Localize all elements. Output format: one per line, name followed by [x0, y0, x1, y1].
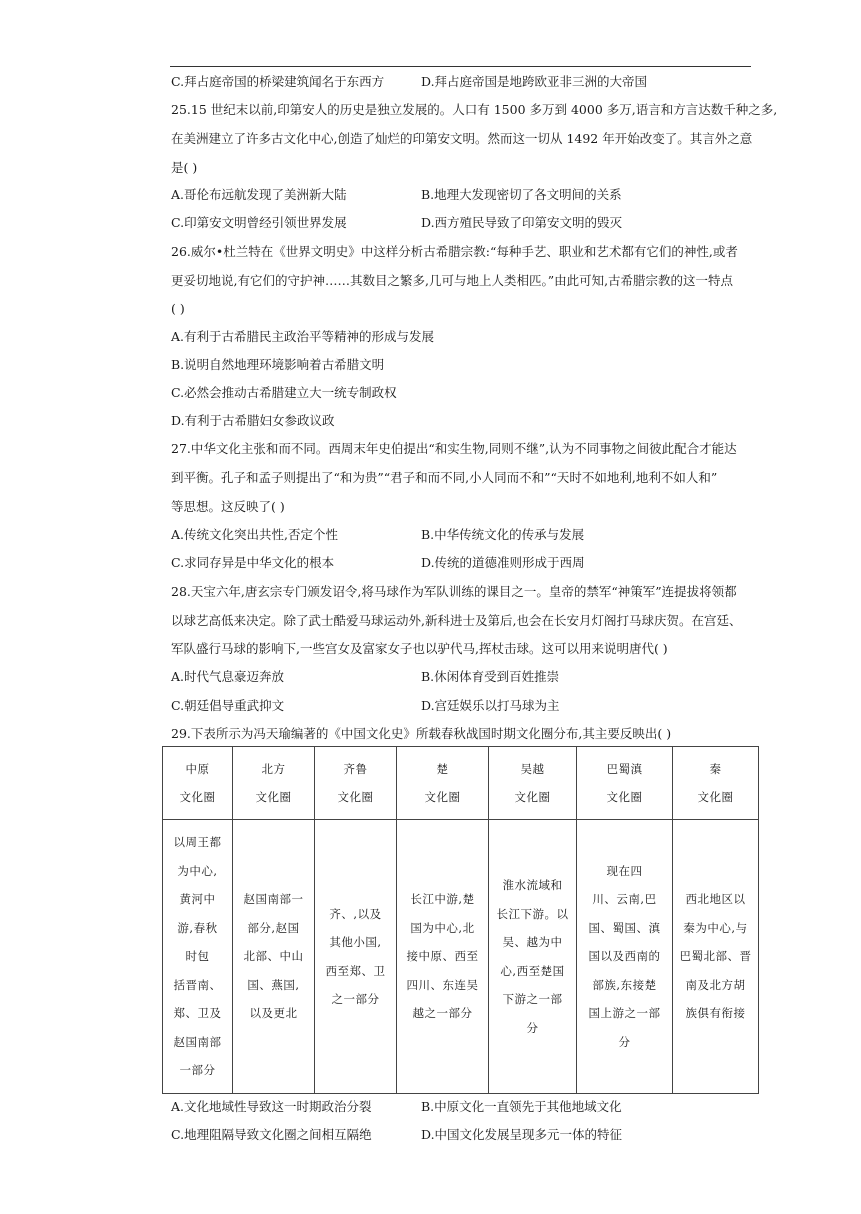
q28-stem-line-3: 军队盛行马球的影响下,一些宫女及富家女子也以驴代马,挥杖击球。这可以用来说明唐代( )	[171, 641, 668, 656]
q28-option-a: A.时代气息豪迈奔放	[171, 669, 285, 684]
q25-option-a: A.哥伦布远航发现了美洲新大陆	[171, 187, 347, 202]
table-cell-zhongyuan: 以周王都 为中心, 黄河中 游,春秋 时包 括晋南、 郑、卫及 赵国南部 一部分	[163, 820, 233, 1094]
q28-stem-line-1: 28.天宝六年,唐玄宗专门颁发诏令,将马球作为军队训练的课目之一。皇帝的禁军“神策军”连提拔将领都	[171, 584, 737, 599]
q28-option-b: B.休闲体育受到百姓推崇	[421, 669, 560, 684]
q26-stem-line-2: 更妥切地说,有它们的守护神……其数目之繁多,几可与地上人类相匹。”由此可知,古希腊宗教的这一特点	[171, 273, 734, 288]
table-cell-beifang: 赵国南部一 部分,赵国 北部、中山 国、燕国, 以及更北	[233, 820, 315, 1094]
header-cell-bashudian: 巴蜀滇 文化圈	[577, 747, 673, 820]
q26-stem-line-1: 26.威尔•杜兰特在《世界文明史》中这样分析古希腊宗教:“每种手艺、职业和艺术都有它们的神性,或者	[171, 244, 738, 259]
q27-stem-line-3: 等思想。这反映了( )	[171, 499, 285, 514]
q25-option-c: C.印第安文明曾经引领世界发展	[171, 215, 347, 230]
q27-option-c: C.求同存异是中华文化的根本	[171, 555, 335, 570]
q24-option-d: D.拜占庭帝国是地跨欧亚非三洲的大帝国	[421, 74, 648, 89]
q29-option-a: A.文化地域性导致这一时期政治分裂	[171, 1099, 372, 1114]
q26-option-a: A.有利于古希腊民主政治平等精神的形成与发展	[171, 329, 435, 344]
q28-option-d: D.宫廷娱乐以打马球为主	[421, 698, 560, 713]
q27-stem-line-2: 到平衡。孔子和孟子则提出了“和为贵”“君子和而不同,小人同而不和”“天时不如地利,地利不如人和”	[171, 470, 718, 485]
q27-option-b: B.中华传统文化的传承与发展	[421, 527, 585, 542]
table-cell-qin: 西北地区以 秦为中心,与 巴蜀北部、晋 南及北方胡 族俱有衔接	[673, 820, 759, 1094]
header-cell-wuyue: 吴越 文化圈	[489, 747, 577, 820]
q29-option-d: D.中国文化发展呈现多元一体的特征	[421, 1127, 623, 1142]
table-row	[163, 820, 759, 1094]
q25-option-b: B.地理大发现密切了各文明间的关系	[421, 187, 622, 202]
q26-stem-line-3: ( )	[171, 301, 185, 316]
header-rule	[170, 66, 751, 67]
q26-option-b: B.说明自然地理环境影响着古希腊文明	[171, 357, 385, 372]
q24-option-c: C.拜占庭帝国的桥梁建筑闻名于东西方	[171, 74, 385, 89]
header-cell-beifang: 北方 文化圈	[233, 747, 315, 820]
q28-stem-line-2: 以球艺高低来决定。除了武士酷爱马球运动外,新科进士及第后,也会在长安月灯阁打马球庆贺。在宫廷、	[171, 613, 742, 628]
q25-stem-line-2: 在美洲建立了许多古文化中心,创造了灿烂的印第安文明。然而这一切从 1492 年开始改变了。其言外之意	[171, 131, 753, 146]
table-cell-bashudian: 现在四 川、云南,巴 国、蜀国、滇 国以及西南的 部族,东接楚 国上游之一部 分	[577, 820, 673, 1094]
header-cell-qin: 秦 文化圈	[673, 747, 759, 820]
header-cell-zhongyuan: 中原 文化圈	[163, 747, 233, 820]
q28-option-c: C.朝廷倡导重武抑文	[171, 698, 285, 713]
q25-option-d: D.西方殖民导致了印第安文明的毁灭	[421, 215, 623, 230]
q26-option-c: C.必然会推动古希腊建立大一统专制政权	[171, 385, 397, 400]
q25-stem-line-1: 25.15 世纪末以前,印第安人的历史是独立发展的。人口有 1500 多万到 4000 多万,语言和方言达数千种之多,	[171, 102, 778, 117]
header-cell-qilu: 齐鲁 文化圈	[315, 747, 397, 820]
q27-option-d: D.传统的道德准则形成于西周	[421, 555, 585, 570]
table-cell-wuyue: 淮水流域和 长江下游。以 吴、越为中 心,西至楚国 下游之一部 分	[489, 820, 577, 1094]
table-cell-qilu: 齐、,以及 其他小国, 西至郑、卫 之一部分	[315, 820, 397, 1094]
q29-stem: 29.下表所示为冯天瑜编著的《中国文化史》所载春秋战国时期文化圈分布,其主要反映出( )	[171, 726, 672, 741]
culture-circle-table	[162, 746, 759, 1094]
q25-stem-line-3: 是( )	[171, 160, 198, 175]
q26-option-d: D.有利于古希腊妇女参政议政	[171, 413, 335, 428]
header-cell-chu: 楚 文化圈	[397, 747, 489, 820]
q27-option-a: A.传统文化突出共性,否定个性	[171, 527, 338, 542]
q27-stem-line-1: 27.中华文化主张和而不同。西周末年史伯提出“和实生物,同则不继”,认为不同事物之间彼此配合才能达	[171, 441, 737, 456]
table-cell-chu: 长江中游,楚 国为中心,北 接中原、西至 四川、东连吴 越之一部分	[397, 820, 489, 1094]
q29-option-c: C.地理阻隔导致文化圈之间相互隔绝	[171, 1127, 372, 1142]
q29-option-b: B.中原文化一直领先于其他地域文化	[421, 1099, 622, 1114]
table-header-row	[163, 747, 759, 820]
